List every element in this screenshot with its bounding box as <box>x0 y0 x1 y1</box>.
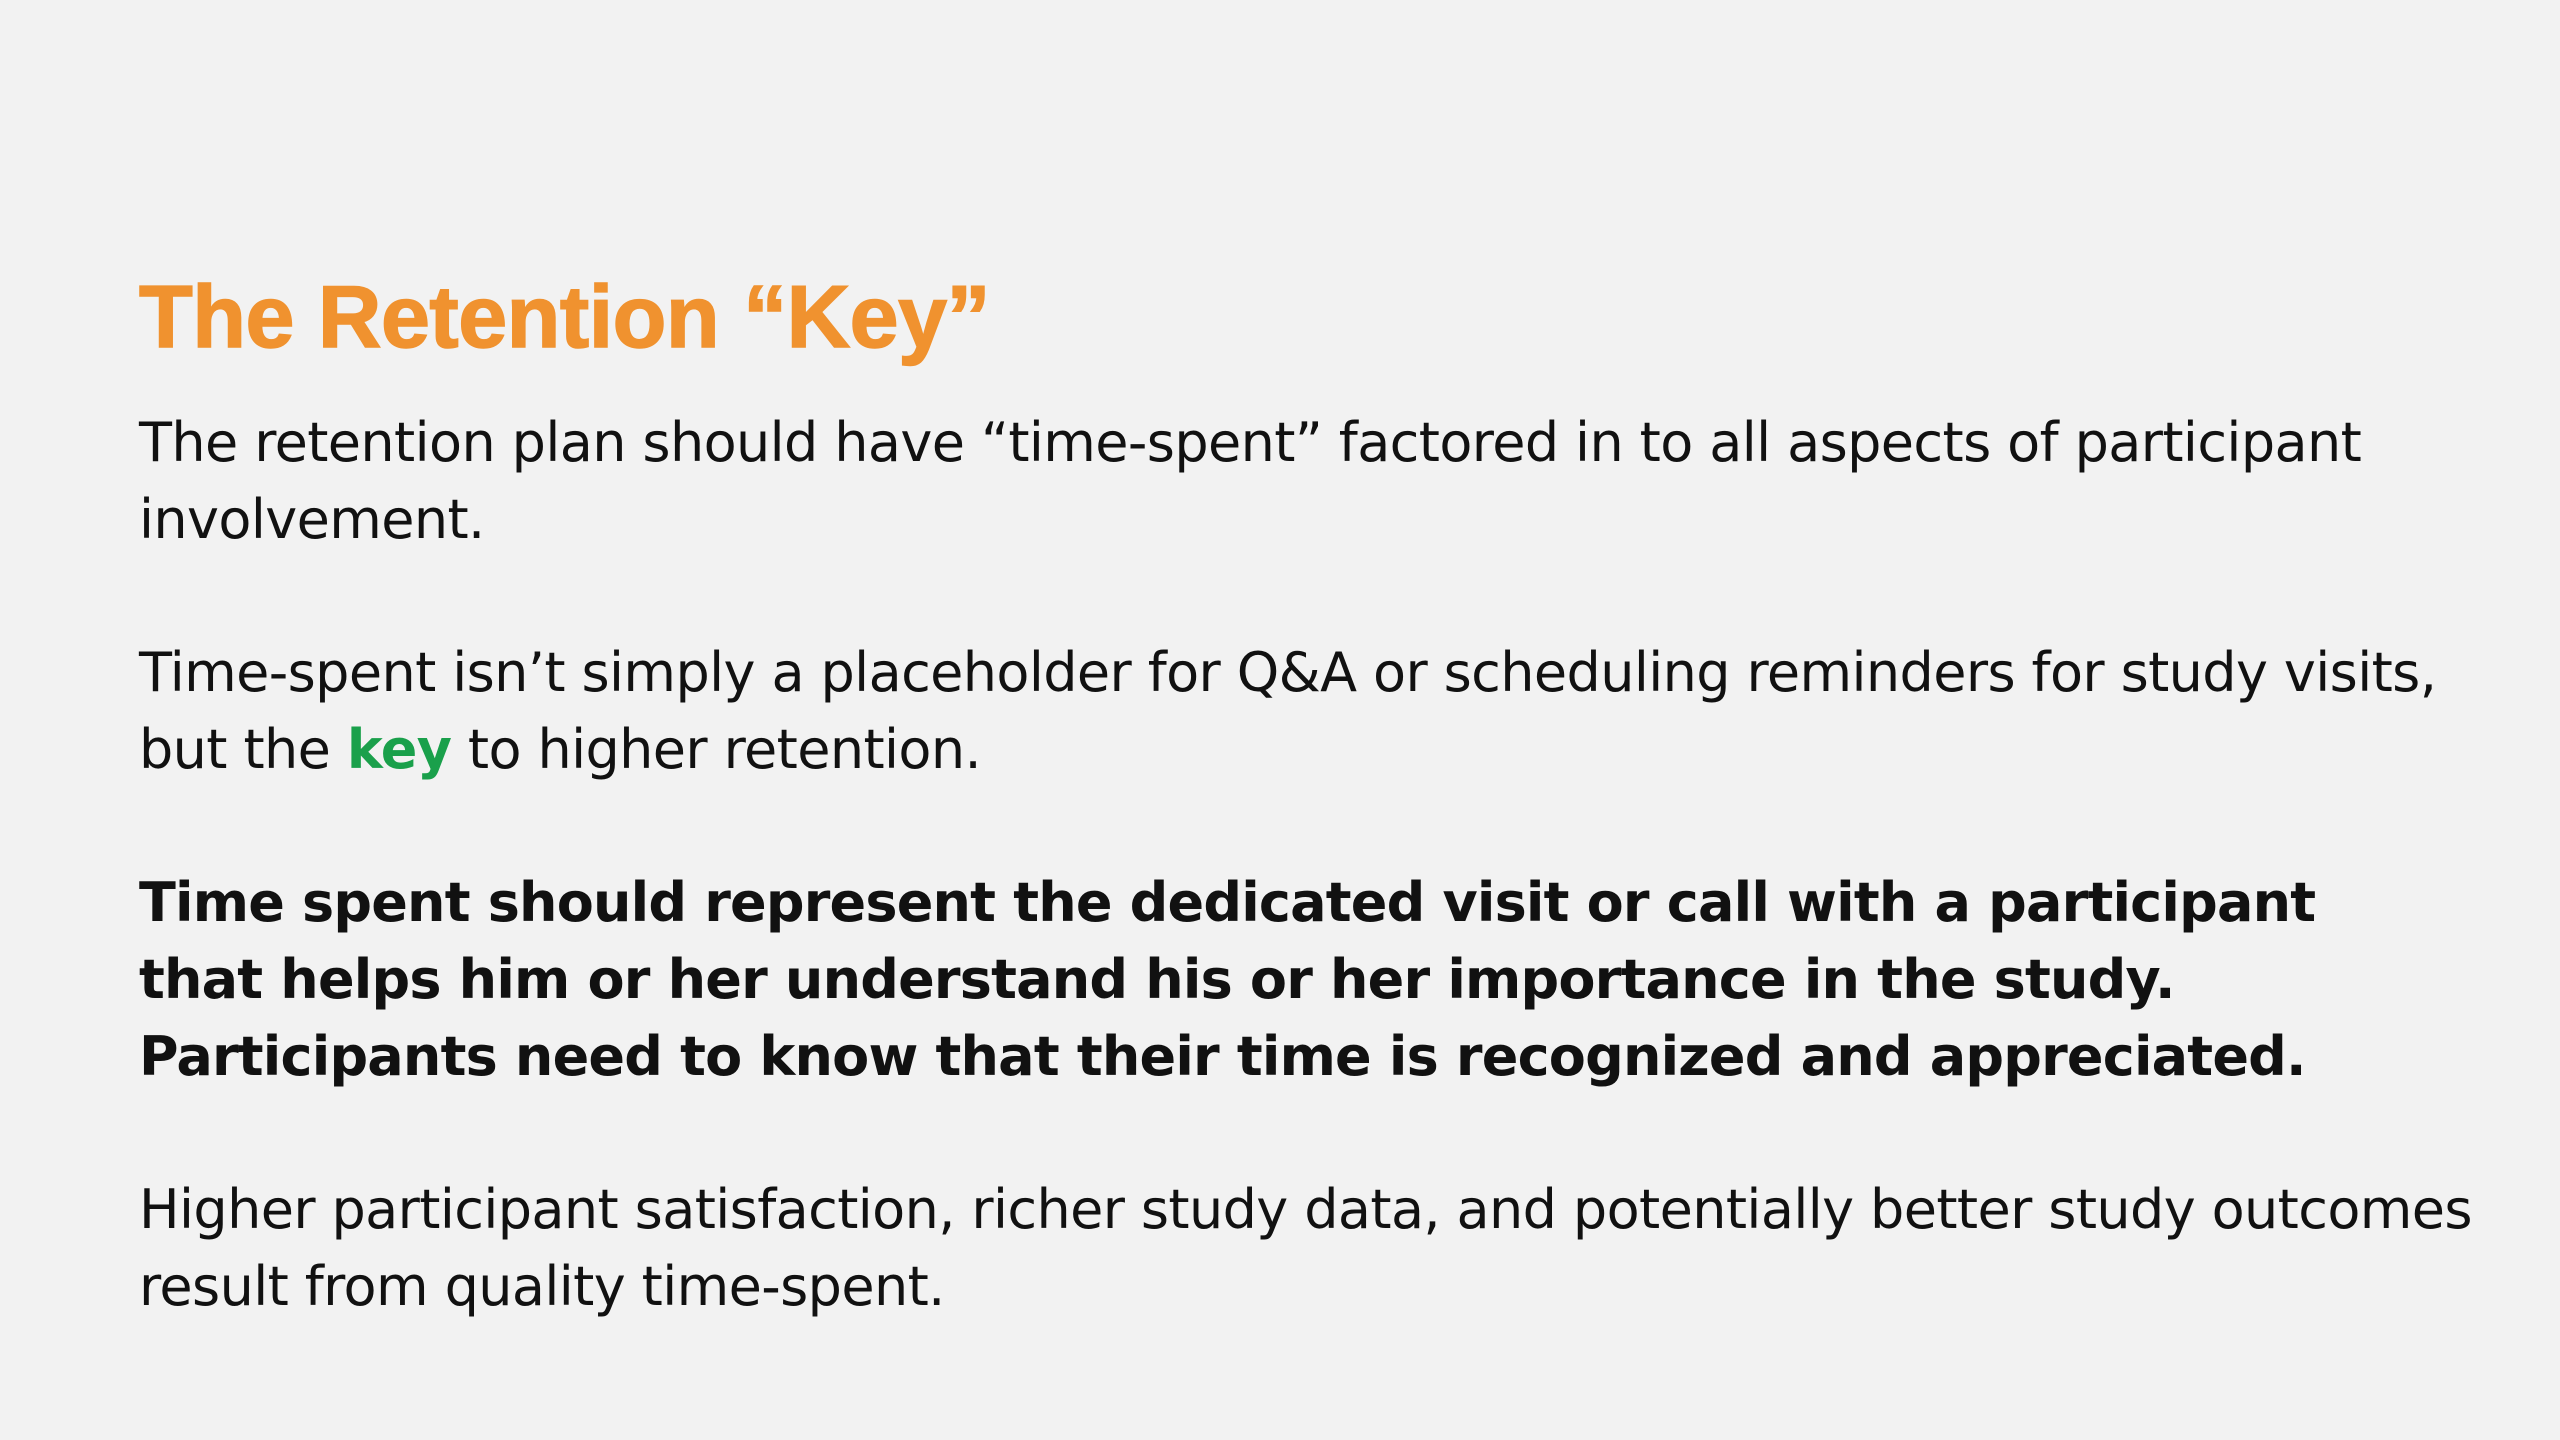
slide-title: The Retention “Key” <box>139 267 991 366</box>
paragraph-line <box>139 711 2439 788</box>
paragraph-line: involvement. <box>139 488 485 551</box>
text-before-key: but the <box>139 718 347 781</box>
paragraph-line: Time spent should represent the dedicated visit or call with a participant <box>139 871 2316 934</box>
paragraph-key-to-retention <box>139 634 2439 788</box>
paragraph-outcomes <box>139 1171 2472 1325</box>
paragraph-time-spent-plan <box>139 404 2439 558</box>
paragraph-line: that helps him or her understand his or her importance in the study. <box>139 948 2175 1011</box>
paragraph-line: result from quality time-spent. <box>139 1255 945 1318</box>
text-after-key: to higher retention. <box>451 718 982 781</box>
slide-body <box>139 404 2472 1401</box>
paragraph-line: Time-spent isn’t simply a placeholder for Q&A or scheduling reminders for study visits, <box>139 641 2437 704</box>
paragraph-bold-emphasis <box>139 864 2439 1095</box>
paragraph-line: Participants need to know that their time is recognized and appreciated. <box>139 1025 2306 1088</box>
paragraph-line: Higher participant satisfaction, richer study data, and potentially better study outcomes <box>139 1178 2472 1241</box>
paragraph-line: The retention plan should have “time-spent” factored in to all aspects of participant <box>139 411 2362 474</box>
highlighted-key-word: key <box>346 718 452 781</box>
